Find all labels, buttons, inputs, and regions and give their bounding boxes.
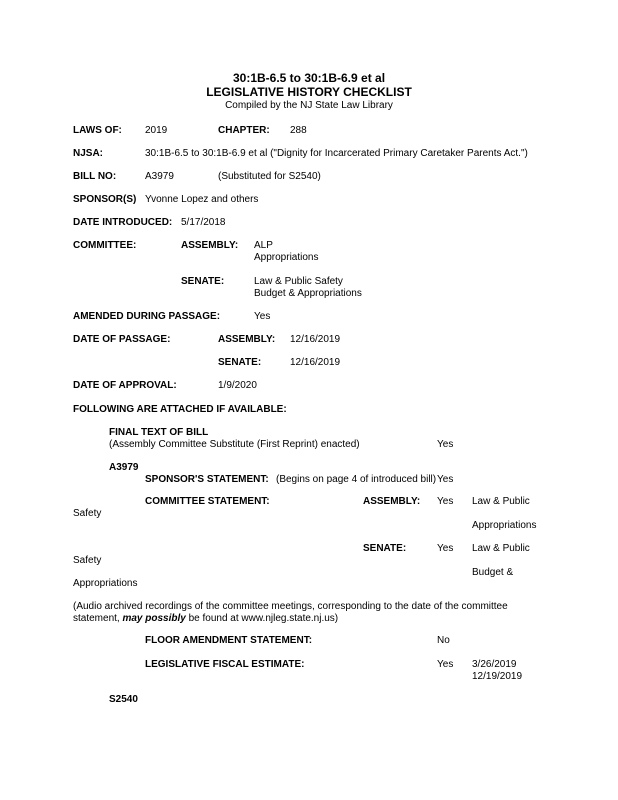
audio-note-line2 bbox=[73, 613, 338, 625]
passage-assembly-value: 12/16/2019 bbox=[290, 334, 341, 345]
date-introduced-label: DATE INTRODUCED: bbox=[73, 217, 173, 228]
chapter-value: 288 bbox=[290, 125, 307, 136]
sponsor-value: Yvonne Lopez and others bbox=[145, 194, 259, 205]
final-text-label: FINAL TEXT OF BILL bbox=[109, 427, 209, 438]
floor-amendment-label: FLOOR AMENDMENT STATEMENT: bbox=[145, 635, 313, 646]
cs-senate-value: Yes bbox=[437, 543, 454, 554]
chapter-label: CHAPTER: bbox=[218, 125, 270, 136]
passage-senate-value: 12/16/2019 bbox=[290, 357, 341, 368]
sponsor-statement-note: (Begins on page 4 of introduced bill) bbox=[276, 474, 437, 485]
sponsor-label: SPONSOR(S) bbox=[73, 194, 137, 205]
attached-heading: FOLLOWING ARE ATTACHED IF AVAILABLE: bbox=[73, 404, 287, 415]
committee-statement-label: COMMITTEE STATEMENT: bbox=[145, 496, 270, 507]
cs-assembly-label: ASSEMBLY: bbox=[363, 496, 421, 507]
date-introduced-value: 5/17/2018 bbox=[181, 217, 226, 228]
committee-assembly-2: Appropriations bbox=[254, 252, 319, 263]
fiscal-estimate-value: Yes bbox=[437, 659, 454, 670]
final-text-note: (Assembly Committee Substitute (First Reprint) enacted) bbox=[109, 439, 360, 450]
audio-note-text-c: be found at www.njleg.state.nj.us) bbox=[185, 613, 339, 624]
audio-note-text-a: statement, bbox=[73, 613, 123, 624]
compiled-by: Compiled by the NJ State Law Library bbox=[225, 100, 393, 111]
njsa-label: NJSA: bbox=[73, 148, 104, 159]
cs-assembly-committee-1: Law & Public bbox=[472, 496, 530, 507]
passage-assembly-label: ASSEMBLY: bbox=[218, 334, 276, 345]
bill-no-note: (Substituted for S2540) bbox=[218, 171, 321, 182]
cs-senate-committee-3: Budget & bbox=[472, 567, 514, 578]
bill-no-label: BILL NO: bbox=[73, 171, 117, 182]
laws-of-value: 2019 bbox=[145, 125, 168, 136]
floor-amendment-value: No bbox=[437, 635, 450, 646]
cs-senate-committee-1: Law & Public bbox=[472, 543, 530, 554]
fiscal-estimate-date-2: 12/19/2019 bbox=[472, 671, 523, 682]
date-of-approval-label: DATE OF APPROVAL: bbox=[73, 380, 177, 391]
committee-senate-1: Law & Public Safety bbox=[254, 276, 343, 287]
bill-no-value: A3979 bbox=[145, 171, 174, 182]
njsa-value: 30:1B-6.5 to 30:1B-6.9 et al ("Dignity for Incarcerated Primary Caretaker Parents Act.") bbox=[145, 148, 528, 159]
cs-assembly-committee-3: Appropriations bbox=[472, 520, 537, 531]
passage-senate-label: SENATE: bbox=[218, 357, 262, 368]
cs-senate-committee-4: Appropriations bbox=[73, 578, 138, 589]
committee-senate-2: Budget & Appropriations bbox=[254, 288, 362, 299]
committee-senate-label: SENATE: bbox=[181, 276, 225, 287]
date-of-approval-value: 1/9/2020 bbox=[218, 380, 257, 391]
committee-assembly-1: ALP bbox=[254, 240, 273, 251]
amended-label: AMENDED DURING PASSAGE: bbox=[73, 311, 221, 322]
amended-value: Yes bbox=[254, 311, 271, 322]
audio-note-emphasis: may possibly bbox=[122, 613, 186, 624]
s2540-heading: S2540 bbox=[109, 694, 138, 705]
cs-assembly-value: Yes bbox=[437, 496, 454, 507]
sponsor-statement-value: Yes bbox=[437, 474, 454, 485]
cs-senate-committee-2: Safety bbox=[73, 555, 102, 566]
fiscal-estimate-label: LEGISLATIVE FISCAL ESTIMATE: bbox=[145, 659, 305, 670]
sponsor-statement-label: SPONSOR'S STATEMENT: bbox=[145, 474, 269, 485]
document-title: 30:1B-6.5 to 30:1B-6.9 et al bbox=[232, 71, 386, 85]
audio-note-line1: (Audio archived recordings of the committee meetings, corresponding to the date of the committee bbox=[73, 601, 508, 612]
a3979-heading: A3979 bbox=[109, 462, 139, 473]
committee-assembly-label: ASSEMBLY: bbox=[181, 240, 239, 251]
cs-senate-label: SENATE: bbox=[363, 543, 407, 554]
fiscal-estimate-date-1: 3/26/2019 bbox=[472, 659, 517, 670]
date-of-passage-label: DATE OF PASSAGE: bbox=[73, 334, 171, 345]
laws-of-label: LAWS OF: bbox=[73, 125, 122, 136]
final-text-value: Yes bbox=[437, 439, 454, 450]
cs-assembly-committee-2: Safety bbox=[73, 508, 102, 519]
checklist-heading: LEGISLATIVE HISTORY CHECKLIST bbox=[206, 85, 412, 99]
committee-label: COMMITTEE: bbox=[73, 240, 137, 251]
